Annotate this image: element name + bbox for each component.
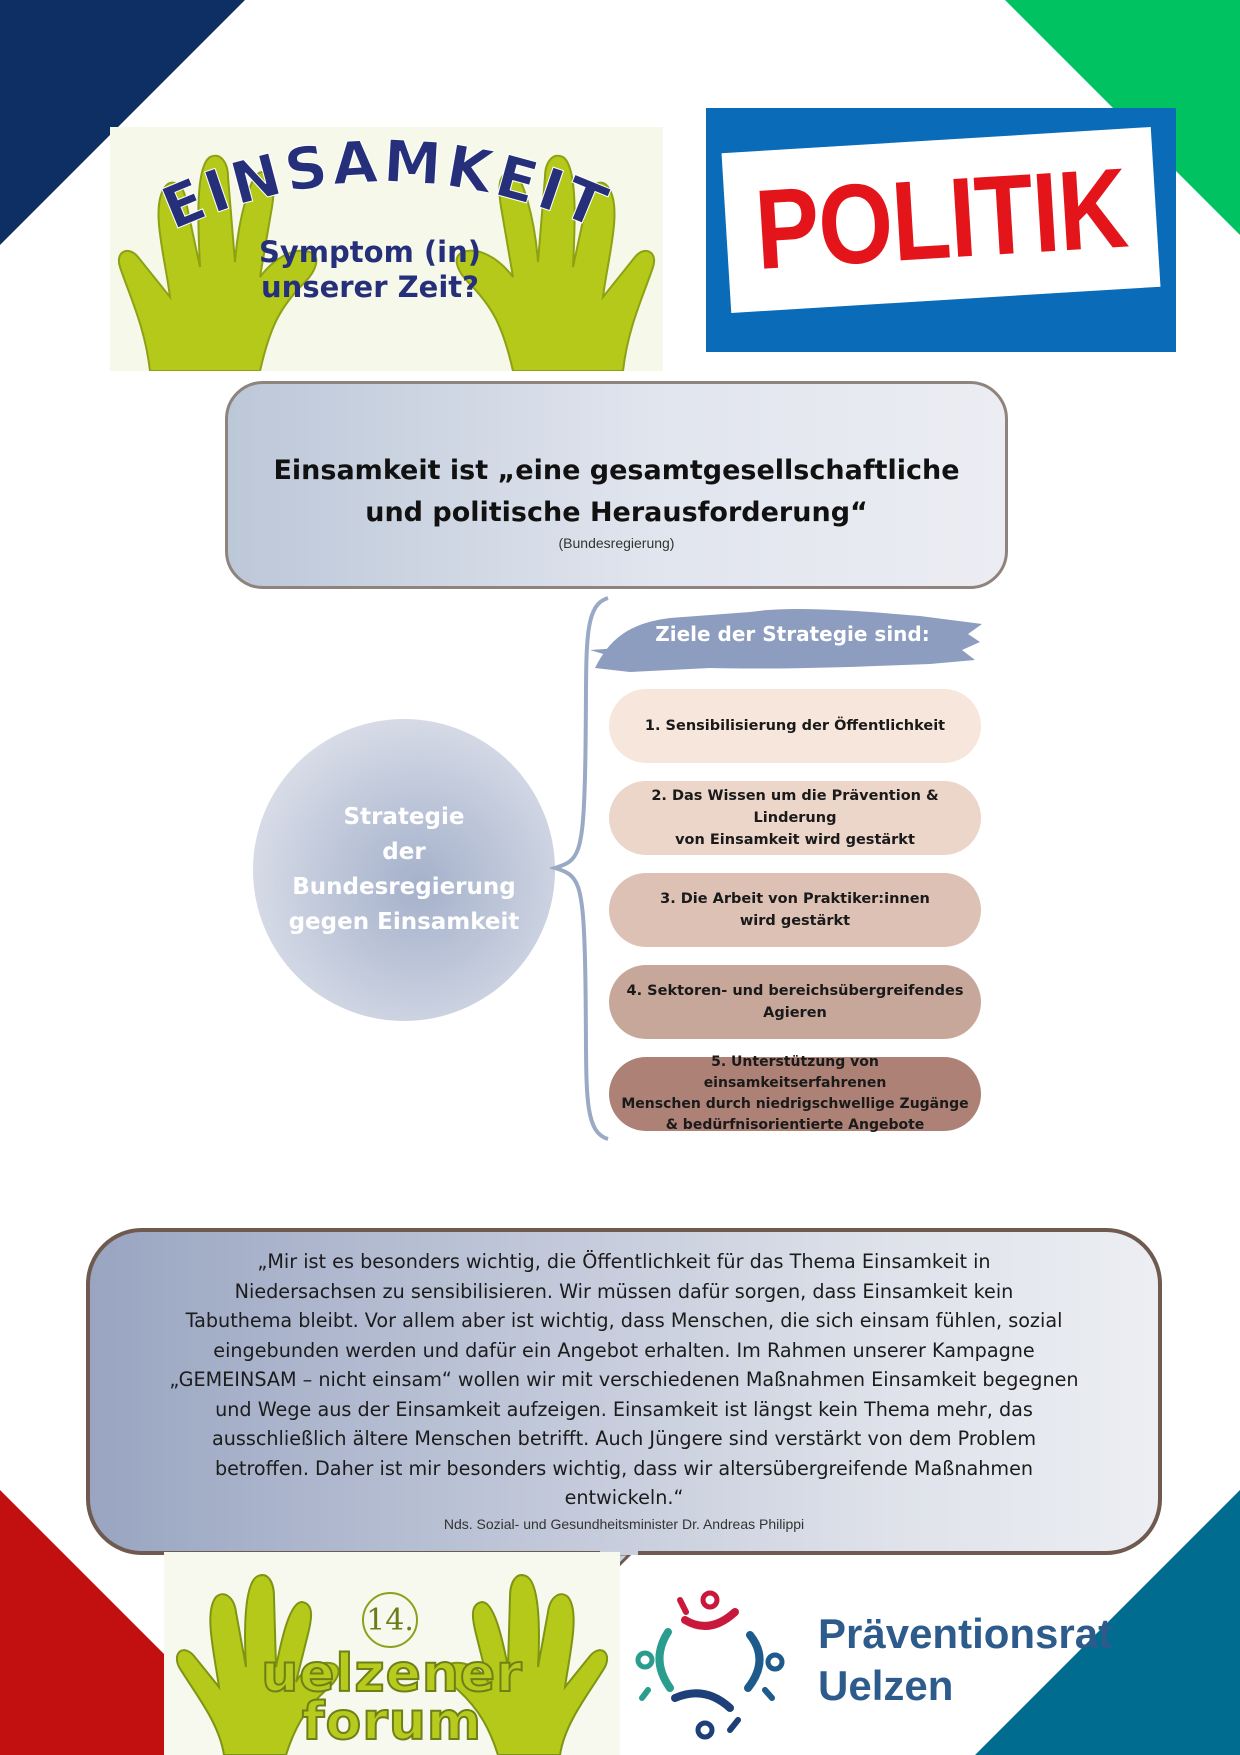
goal-item-3: 3. Die Arbeit von Praktiker:innen wird gestärkt bbox=[609, 873, 981, 947]
people-circle-icon bbox=[630, 1580, 805, 1750]
einsamkeit-title: EINSAMKEIT bbox=[152, 127, 620, 243]
government-quote-text: Einsamkeit ist „eine gesamtgesellschaftliche und politische Herausforderung“ bbox=[273, 455, 960, 528]
praeventionsrat-city: Uelzen bbox=[818, 1662, 954, 1709]
uelzener-forum-logo bbox=[164, 1552, 620, 1755]
government-quote-box bbox=[225, 381, 1008, 589]
politik-logo bbox=[706, 108, 1176, 352]
politik-card bbox=[722, 127, 1161, 313]
goal-item-1: 1. Sensibilisierung der Öffentlichkeit bbox=[609, 689, 981, 763]
einsamkeit-subtitle-line2: unserer Zeit? bbox=[261, 270, 479, 304]
forum-word-uelzener: uelzener bbox=[261, 1644, 523, 1704]
praeventionsrat-name: Präventionsrat bbox=[818, 1610, 1113, 1657]
minister-quote-text: „Mir ist es besonders wichtig, die Öffentlichkeit für das Thema Einsamkeit in Niedersachsen zu sensibilisieren. Wir müssen dafür sorgen, dass Einsamkeit kein Tabuthema bleibt. Vor allem aber ist wichtig, dass Menschen, die sich einsam fühlen, sozial eingebunden werden und dafür ein Angebot erhalten. Im Rahmen unserer Kampagne „GEMEINSAM – nicht einsam“ wollen wir mit verschiedenen Maßnahmen Einsamkeit begegnen und Wege aus der Einsamkeit aufzeigen. Einsamkeit ist längst kein Thema mehr, das ausschließlich ältere Menschen betrifft. Auch Jüngere sind verstärkt von dem Problem betroffen. Daher ist mir besonders wichtig, dass wir altersübergreifende Maßnahmen entwickeln.“ bbox=[169, 1250, 1079, 1509]
goal-item-2: 2. Das Wissen um die Prävention & Linderung von Einsamkeit wird gestärkt bbox=[609, 781, 981, 855]
politik-label: POLITIK bbox=[751, 145, 1131, 294]
minister-quote-source: Nds. Sozial- und Gesundheitsminister Dr. Andreas Philippi bbox=[443, 1516, 805, 1532]
strategy-circle bbox=[253, 719, 555, 1021]
einsamkeit-logo bbox=[110, 127, 663, 371]
einsamkeit-subtitle-line1: Symptom (in) bbox=[259, 235, 481, 269]
praeventionsrat-logo bbox=[630, 1580, 1130, 1750]
strategy-title: Strategie der Bundesregierung gegen Einsamkeit bbox=[288, 804, 520, 935]
government-quote-source: (Bundesregierung) bbox=[558, 535, 675, 551]
minister-quote-box bbox=[86, 1228, 1162, 1555]
goals-heading: Ziele der Strategie sind: bbox=[655, 622, 930, 646]
goal-item-4: 4. Sektoren- und bereichsübergreifendes Agieren bbox=[609, 965, 981, 1039]
forum-word-forum: forum bbox=[301, 1692, 483, 1752]
forum-number: 14. bbox=[362, 1592, 418, 1648]
goal-item-5: 5. Unterstützung von einsamkeitserfahrenen Menschen durch niedrigschwellige Zugänge & bedürfnisorientierte Angebote bbox=[609, 1057, 981, 1131]
